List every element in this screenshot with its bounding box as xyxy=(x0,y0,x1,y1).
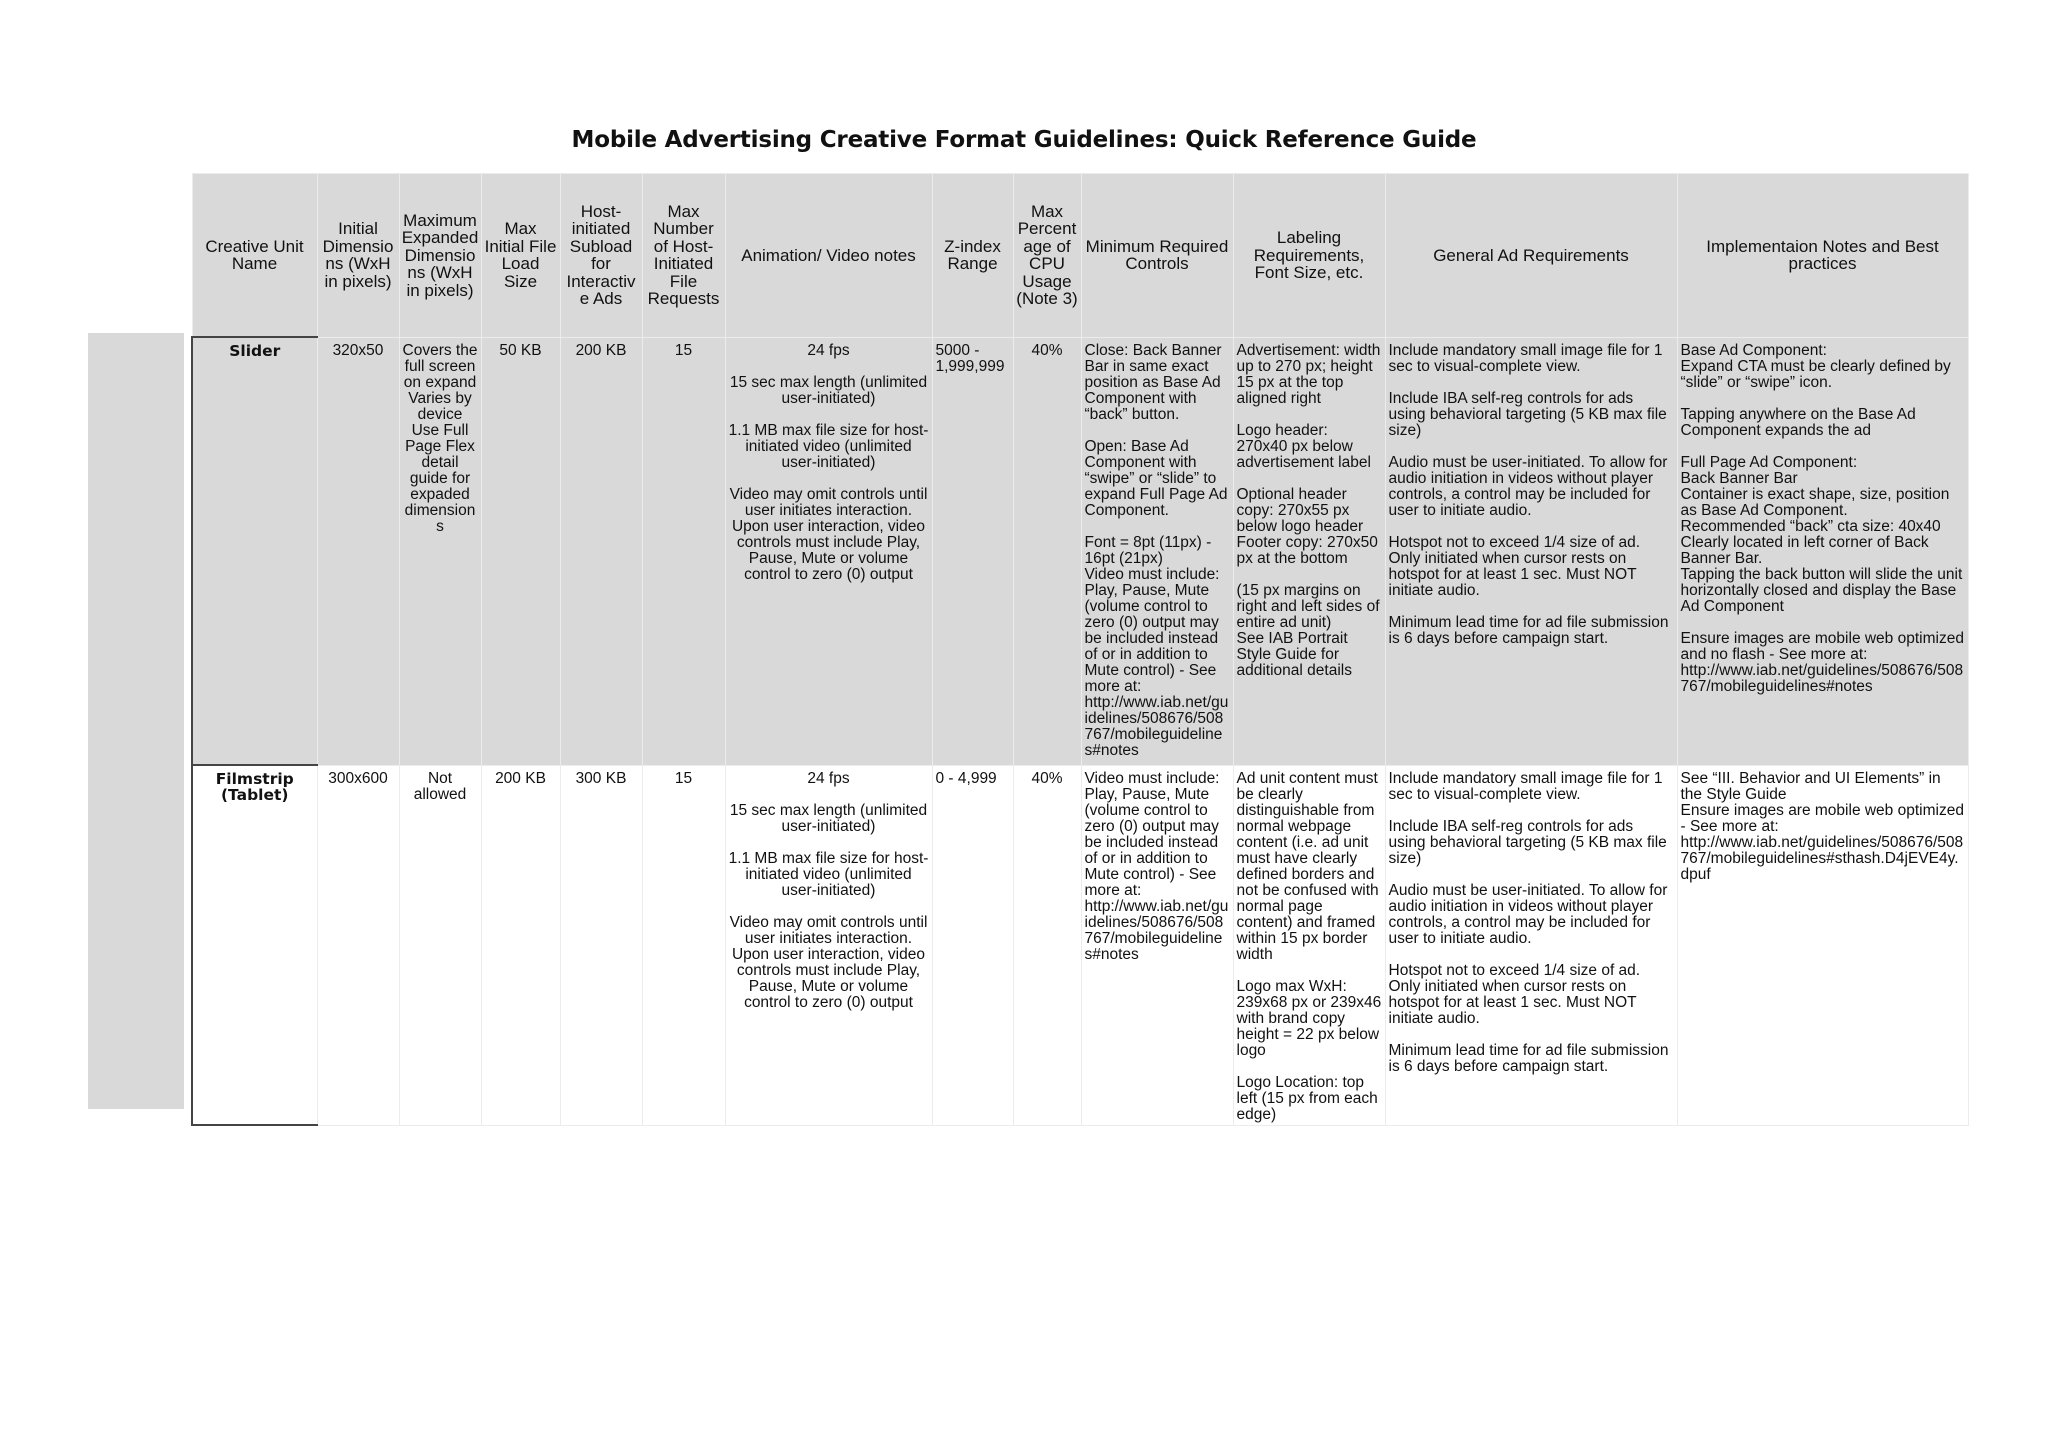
initial-dimensions: 300x600 xyxy=(317,765,399,1125)
animation-note: 15 sec max length (unlimited user-initiated) xyxy=(729,801,928,835)
general-note: Hotspot not to exceed 1/4 size of ad. Only initiated when cursor rests on hotspot for at least 1 sec. Must NOT initiate audio. xyxy=(1388,961,1641,1027)
general-note: Include IBA self-reg controls for ads using behavioral targeting (5 KB max file size) xyxy=(1388,817,1667,867)
creative-unit-name: Filmstrip (Tablet) xyxy=(192,765,317,1125)
controls-note: Font = 8pt (11px) - 16pt (21px) Video must include: Play, Pause, Mute (volume control to zero (0) output may be included instead of or in addition to Mute control) - See more at: http://www.iab.net/guidelines/508676/508767/mobileguidelines#notes xyxy=(1084,533,1229,759)
animation-note: 24 fps xyxy=(807,769,850,787)
labeling-note: Logo max WxH: 239x68 px or 239x46 with brand copy height = 22 px below logo xyxy=(1236,977,1382,1059)
minimum-required-controls xyxy=(1081,765,1233,1125)
animation-note: 1.1 MB max file size for host-initiated video (unlimited user-initiated) xyxy=(728,849,929,899)
header-host-initiated-subload: Host-initiated Subload for Interactive Ads xyxy=(560,174,642,338)
minimum-required-controls xyxy=(1081,337,1233,765)
header-general-ad-requirements: General Ad Requirements xyxy=(1385,174,1677,338)
z-index-range: 5000 - 1,999,999 xyxy=(932,337,1013,765)
initial-dimensions: 320x50 xyxy=(317,337,399,765)
general-note: Audio must be user-initiated. To allow for audio initiation in videos without player controls, a control may be included for user to initiate audio. xyxy=(1388,453,1668,519)
general-ad-requirements xyxy=(1385,337,1677,765)
general-note: Include mandatory small image file for 1 sec to visual-complete view. xyxy=(1388,769,1663,803)
general-note: Include mandatory small image file for 1 sec to visual-complete view. xyxy=(1388,341,1663,375)
controls-note: Open: Base Ad Component with “swipe” or “slide” to expand Full Page Ad Component. xyxy=(1084,437,1228,519)
max-initial-file-load: 200 KB xyxy=(481,765,560,1125)
labeling-note: Ad unit content must be clearly distinguishable from normal webpage content (i.e. ad unit must have clearly defined borders and not be confused with normal page content) and framed within 15 px border width xyxy=(1236,769,1379,963)
labeling-note: Logo Location: top left (15 px from each edge) xyxy=(1236,1073,1378,1123)
general-note: Minimum lead time for ad file submission is 6 days before campaign start. xyxy=(1388,1041,1669,1075)
header-z-index-range: Z-index Range xyxy=(932,174,1013,338)
z-index-range: 0 - 4,999 xyxy=(932,765,1013,1125)
host-initiated-subload: 200 KB xyxy=(560,337,642,765)
header-max-file-requests: Max Number of Host-Initiated File Requests xyxy=(642,174,725,338)
header-max-cpu-usage: Max Percentage of CPU Usage (Note 3) xyxy=(1013,174,1081,338)
max-cpu-usage: 40% xyxy=(1013,337,1081,765)
implementation-note: Ensure images are mobile web optimized and no flash - See more at: http://www.iab.net/guidelines/508676/508767/mobileguidelines#notes xyxy=(1680,629,1964,695)
general-note: Hotspot not to exceed 1/4 size of ad. Only initiated when cursor rests on hotspot for at least 1 sec. Must NOT initiate audio. xyxy=(1388,533,1641,599)
general-ad-requirements xyxy=(1385,765,1677,1125)
controls-note: Close: Back Banner Bar in same exact position as Base Ad Component with “back” button. xyxy=(1084,341,1222,423)
animation-note: Video may omit controls until user initiates interaction. Upon user interaction, video controls must include Play, Pause, Mute or volume control to zero (0) output xyxy=(729,485,928,583)
header-max-initial-file-load: Max Initial File Load Size xyxy=(481,174,560,338)
labeling-note: Optional header copy: 270x55 px below logo header Footer copy: 270x50 px at the bottom xyxy=(1236,485,1378,567)
table-row xyxy=(192,337,1968,765)
max-file-requests: 15 xyxy=(642,337,725,765)
animation-note: Video may omit controls until user initiates interaction. Upon user interaction, video controls must include Play, Pause, Mute or volume control to zero (0) output xyxy=(729,913,928,1011)
max-cpu-usage: 40% xyxy=(1013,765,1081,1125)
header-row xyxy=(192,174,1968,338)
guidelines-table xyxy=(191,173,1969,1126)
expanded-note: Covers the full screen on expand Varies by device Use Full Page Flex detail guide for expaded dimensions xyxy=(402,341,478,535)
implementation-note: See “III. Behavior and UI Elements” in the Style Guide Ensure images are mobile web optimized - See more at: http://www.iab.net/guidelines/508676/508767/mobileguidelines#sthash.D4jEVE4y.dpuf xyxy=(1680,769,1964,883)
animation-note: 24 fps xyxy=(807,341,850,359)
implementation-note: Base Ad Component: Expand CTA must be clearly defined by “slide” or “swipe” icon. xyxy=(1680,341,1951,391)
implementation-notes xyxy=(1677,765,1968,1125)
header-labeling-requirements: Labeling Requirements, Font Size, etc. xyxy=(1233,174,1385,338)
table-row xyxy=(192,765,1968,1125)
max-expanded-dimensions: Not allowed xyxy=(399,765,481,1125)
general-note: Audio must be user-initiated. To allow for audio initiation in videos without player controls, a control may be included for user to initiate audio. xyxy=(1388,881,1668,947)
page-title: Mobile Advertising Creative Format Guidelines: Quick Reference Guide xyxy=(571,127,1477,153)
animation-video-notes xyxy=(725,337,932,765)
side-shading xyxy=(88,333,184,1109)
header-creative-unit-name: Creative Unit Name xyxy=(192,174,317,338)
header-initial-dimensions: Initial Dimensions (WxH in pixels) xyxy=(317,174,399,338)
animation-note: 1.1 MB max file size for host-initiated video (unlimited user-initiated) xyxy=(728,421,929,471)
labeling-note: Logo header: 270x40 px below advertisement label xyxy=(1236,421,1371,471)
general-note: Minimum lead time for ad file submission is 6 days before campaign start. xyxy=(1388,613,1669,647)
host-initiated-subload: 300 KB xyxy=(560,765,642,1125)
header-minimum-required-controls: Minimum Required Controls xyxy=(1081,174,1233,338)
implementation-note: Full Page Ad Component: Back Banner Bar Container is exact shape, size, position as Base Ad Component. Recommended “back” cta size: 40x40 Clearly located in left corner of Back Banner Bar. Tapping the back button will slide the unit horizontally closed and display the Base Ad Component xyxy=(1680,453,1963,615)
animation-video-notes xyxy=(725,765,932,1125)
labeling-note: Advertisement: width up to 270 px; height 15 px at the top aligned right xyxy=(1236,341,1381,407)
max-initial-file-load: 50 KB xyxy=(481,337,560,765)
labeling-requirements xyxy=(1233,337,1385,765)
labeling-requirements xyxy=(1233,765,1385,1125)
creative-unit-name: Slider xyxy=(192,337,317,765)
labeling-note: (15 px margins on right and left sides of entire ad unit) See IAB Portrait Style Guide for additional details xyxy=(1236,581,1380,679)
header-max-expanded-dimensions: Maximum Expanded Dimensions (WxH in pixels) xyxy=(399,174,481,338)
implementation-notes xyxy=(1677,337,1968,765)
max-file-requests: 15 xyxy=(642,765,725,1125)
controls-note: Video must include: Play, Pause, Mute (volume control to zero (0) output may be included instead of or in addition to Mute control) - See more at: http://www.iab.net/guidelines/508676/508767/mobileguidelines#notes xyxy=(1084,769,1229,963)
max-expanded-dimensions xyxy=(399,337,481,765)
header-animation-video-notes: Animation/ Video notes xyxy=(725,174,932,338)
implementation-note: Tapping anywhere on the Base Ad Component expands the ad xyxy=(1680,405,1916,439)
general-note: Include IBA self-reg controls for ads using behavioral targeting (5 KB max file size) xyxy=(1388,389,1667,439)
animation-note: 15 sec max length (unlimited user-initiated) xyxy=(729,373,928,407)
header-implementation-notes: Implementaion Notes and Best practices xyxy=(1677,174,1968,338)
